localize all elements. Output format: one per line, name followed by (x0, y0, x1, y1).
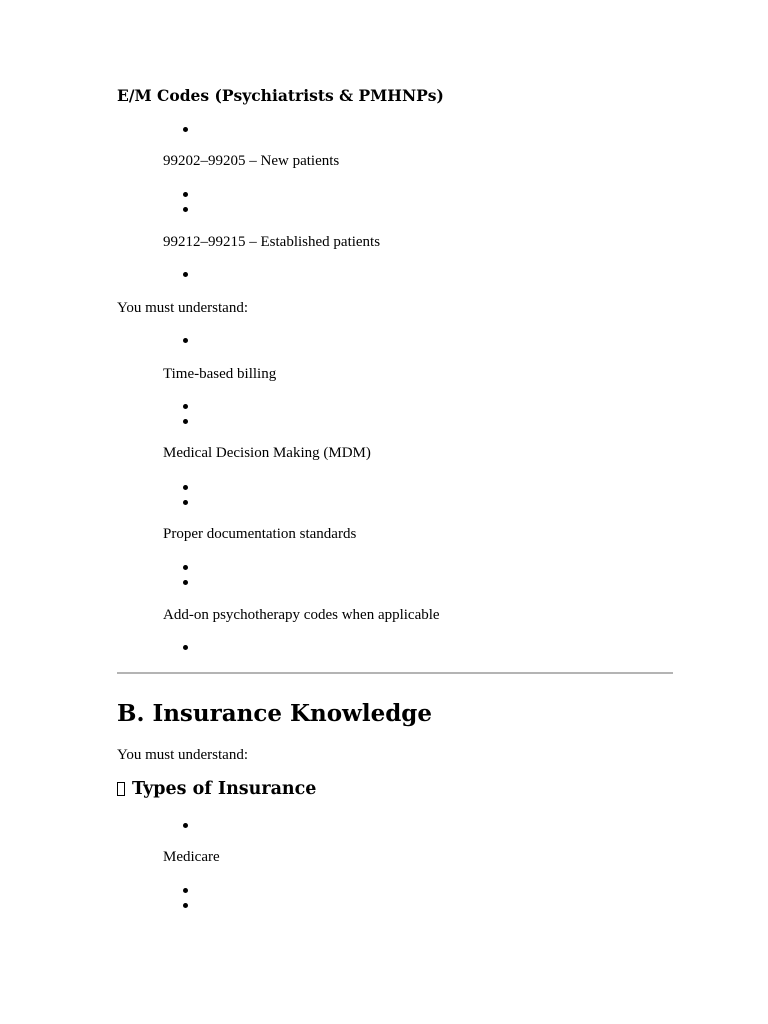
list-bullet (183, 127, 188, 132)
list-bullet (183, 823, 188, 828)
understand-intro: You must understand: (117, 300, 248, 316)
list-bullet (183, 580, 188, 585)
list-bullet (183, 645, 188, 650)
list-bullet (183, 419, 188, 424)
list-bullet (183, 192, 188, 197)
insurance-heading: B. Insurance Knowledge (117, 700, 433, 727)
insurance-types-heading-text: Types of Insurance (132, 779, 317, 799)
list-bullet (183, 500, 188, 505)
list-bullet (183, 888, 188, 893)
insurance-item-medicare: Medicare (163, 849, 220, 865)
insurance-types-heading (117, 779, 316, 799)
understand-item-time-billing: Time-based billing (163, 366, 277, 382)
list-bullet (183, 338, 188, 343)
list-bullet (183, 272, 188, 277)
understand-item-documentation: Proper documentation standards (163, 526, 357, 542)
list-bullet (183, 485, 188, 490)
list-bullet (183, 404, 188, 409)
list-bullet (183, 565, 188, 570)
em-codes-new-patients: 99202–99205 – New patients (163, 153, 340, 169)
horizontal-divider (117, 672, 673, 674)
understand-item-addon-codes: Add-on psychotherapy codes when applicable (163, 607, 440, 623)
list-bullet (183, 903, 188, 908)
missing-glyph-icon (117, 782, 125, 796)
understand-item-mdm: Medical Decision Making (MDM) (163, 445, 371, 461)
list-bullet (183, 207, 188, 212)
em-codes-established-patients: 99212–99215 – Established patients (163, 234, 381, 250)
em-codes-heading: E/M Codes (Psychiatrists & PMHNPs) (117, 86, 444, 105)
insurance-intro: You must understand: (117, 747, 248, 763)
